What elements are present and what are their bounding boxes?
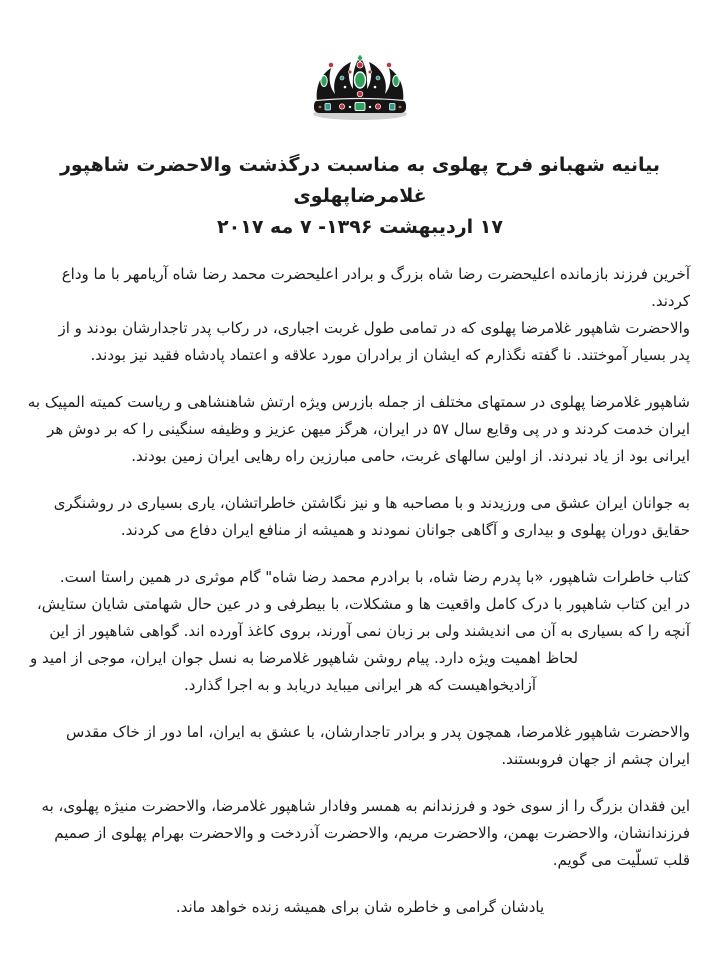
statement-title [30,150,690,243]
text-line: شاهپور غلامرضا پهلوی در سمتهای مختلف از جمله بازرس ویژه ارتش شاهنشاهی و ریاست کمیته المپیک به [27,393,690,411]
text-line: ایرانی بود از یاد نبردند. از اولین سالهای غربت، حامی مبارزین راه رهایی ایران زمین بودند. [131,447,690,465]
text-line: به جوانان ایران عشق می ورزیدند و با مصاحبه ها و نیز نگاشتن خاطراتشان، یاری بسیاری در روشنگری [53,494,690,512]
text-line: والاحضرت شاهپور غلامرضا، همچون پدر و برادر تاجدارشان، با عشق به ایران، اما دور از خاک مقدس [65,723,690,741]
text-line: فرزندانشان، والاحضرت بهمن، والاحضرت مریم، والاحضرت آذردخت و والاحضرت بهرام پهلوی از صمیم [54,824,690,842]
pahlavi-crown-icon [294,54,426,122]
text-line: در این کتاب شاهپور با درک کامل واقعیت ها و مشکلات، با بیطرفی و در عین حال شهامتی شایان ستایش، [36,595,690,613]
title-line-1: بیانیه شهبانو فرح پهلوی به مناسبت درگذشت والاحضرت شاهپور [59,154,660,176]
text-line: آنچه را که بسیاری به آن می اندیشند ولی بر زبان نمی آورند، بروی کاغذ آورده اند. گواهی شاهپور از این [49,622,690,640]
paragraph-block [30,564,690,699]
text-line: آزادیخواهیست که هر ایرانی میباید دریابد و به اجرا گذارد. [184,676,536,694]
text-line: پدر بسیار آموختند. نا گفته نگذارم که ایشان از برادران مورد علاقه و اعتماد پادشاه فقید نیز بودند. [90,346,690,364]
text-line: والاحضرت شاهپور غلامرضا پهلوی که در تمامی طول غربت اجباری، در رکاب پدر تاجدارشان بودند و از [58,319,690,337]
paragraph-block [27,389,690,470]
text-line: حقایق دوران پهلوی و بیداری و آگاهی جوانان نمودند و همیشه از منافع ایران دفاع می کردند. [120,521,690,539]
text-line: لحاظ اهمیت ویژه دارد. پیام روشن شاهپور غلامرضا به نسل جوان ایران، موجی از امید و [30,649,579,667]
text-line: قلب تسلّیت می گویم. [552,851,690,869]
title-line-2: غلامرضاپهلوی [293,185,427,207]
paragraph-block [30,261,690,369]
text-line: یادشان گرامی و خاطره شان برای همیشه زنده خواهد ماند. [175,898,545,916]
crown-emblem [30,54,690,122]
text-line: ایران خدمت کردند و در پی وقایع سال ۵۷ در ایران، هرگز میهن عزیز و وظیفه سنگینی را که بر دوش هر [47,420,690,438]
paragraph-block [30,894,690,921]
text-line: کتاب خاطرات شاهپور، «با پدرم رضا شاه، با برادرم محمد رضا شاه" گام موثری در همین راستا است. [59,568,690,586]
paragraph-block [30,490,690,544]
paragraph-block [30,719,690,773]
date-line: ۱۷ اردیبهشت ۱۳۹۶- ۷ مه ۲۰۱۷ [217,216,503,238]
document-body [27,261,690,921]
text-line: آخرین فرزند بازمانده اعلیحضرت رضا شاه بزرگ و برادر اعلیحضرت محمد رضا شاه آریامهر با ما وداع [61,265,690,283]
text-line: ایران چشم از جهان فروبستند. [501,750,690,768]
paragraph-block [30,793,690,874]
text-line: کردند. [651,292,690,310]
text-line: این فقدان بزرگ را از سوی خود و فرزندانم به همسر وفادار شاهپور غلامرضا، والاحضرت منیژه پهلوی، به [41,797,690,815]
